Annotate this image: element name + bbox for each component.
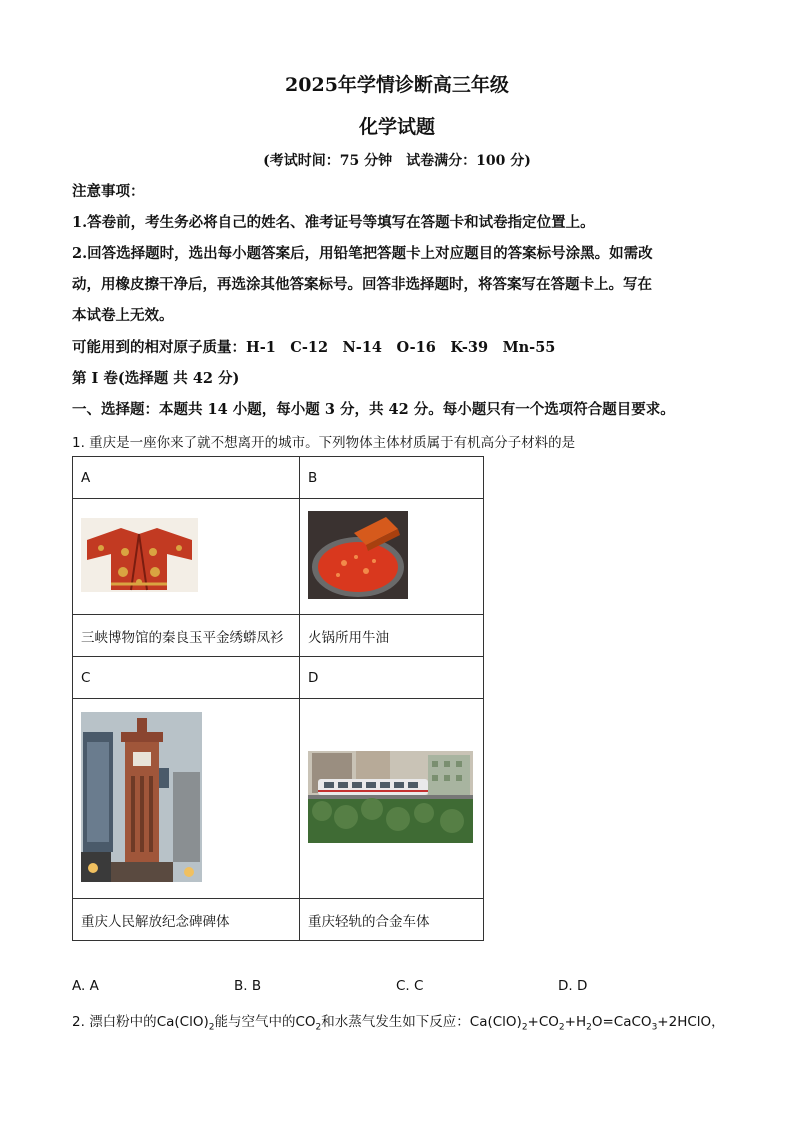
subject-title: 化学试题 [358, 116, 435, 138]
choice-a: A. A [72, 978, 99, 994]
option-a-image-cell [73, 499, 300, 615]
q2-eq-part-a: Ca(ClO) [469, 1014, 522, 1030]
option-a-letter: A [73, 457, 300, 499]
q2-subscript: 2 [558, 1022, 565, 1033]
note-item-2-line-1: 2.回答选择题时，选出每小题答案后，用铅笔把答题卡上对应题目的答案标号涂黑。如需改 [72, 245, 653, 262]
option-b-caption: 火锅所用牛油 [300, 615, 484, 657]
q2-text-1: 漂白粉中的 [89, 1014, 157, 1030]
option-b-letter: B [300, 457, 484, 499]
q2-text-3: 和水蒸气发生如下反应： [321, 1014, 470, 1030]
option-d-caption: 重庆轻轨的合金车体 [300, 899, 484, 941]
option-d-image-cell [300, 699, 484, 899]
q2-eq-part-c: +H [564, 1014, 587, 1030]
exam-info: (考试时间：75 分钟 试卷满分：100 分) [263, 153, 531, 169]
question-2-stem [72, 1010, 725, 1033]
option-d-letter: D [300, 657, 484, 699]
part-label: 第 I 卷(选择题 共 42 分) [72, 370, 240, 387]
q2-formula-caclo2: Ca(ClO) [156, 1014, 209, 1030]
light-rail-image [308, 751, 473, 843]
option-b-image-cell [300, 499, 484, 615]
notes-heading: 注意事项： [72, 183, 145, 200]
q2-formula-co2: CO [295, 1014, 316, 1030]
q2-subscript: 2 [315, 1022, 322, 1033]
option-c-letter: C [73, 657, 300, 699]
liberation-monument-image [81, 712, 202, 882]
embroidered-robe-image [81, 518, 198, 592]
note-item-1: 1.答卷前，考生务必将自己的姓名、准考证号等填写在答题卡和试卷指定位置上。 [72, 214, 595, 231]
option-c-image-cell [73, 699, 300, 899]
q2-eq-part-d: O=CaCO [591, 1014, 652, 1030]
note-item-2-line-3: 本试卷上无效。 [72, 307, 174, 324]
note-item-2-line-2: 动，用橡皮擦干净后，再选涂其他答案标号。回答非选择题时，将答案写在答题卡上。写在 [72, 276, 652, 293]
hotpot-image [308, 511, 408, 599]
q2-number: 2. [72, 1014, 85, 1030]
q2-eq-part-b: +CO [527, 1014, 559, 1030]
q2-subscript: 2 [521, 1022, 528, 1033]
exam-title: 2025年学情诊断高三年级 [285, 74, 509, 96]
option-a-caption: 三峡博物馆的秦良玉平金绣蟒凤衫 [73, 615, 300, 657]
q2-subscript: 3 [651, 1022, 658, 1033]
atomic-masses: 可能用到的相对原子质量：H-1 C-12 N-14 O-16 K-39 Mn-55 [72, 339, 556, 356]
section-instructions: 一、选择题：本题共 14 小题，每小题 3 分，共 42 分。每小题只有一个选项符合题目要求。 [72, 401, 675, 418]
question-1-stem: 1. 重庆是一座你来了就不想离开的城市。下列物体主体材质属于有机高分子材料的是 [72, 435, 576, 451]
q2-subscript: 2 [208, 1022, 215, 1033]
option-c-caption: 重庆人民解放纪念碑碑体 [73, 899, 300, 941]
q2-subscript: 2 [586, 1022, 592, 1033]
choice-b: B. B [234, 978, 262, 994]
question-1-options-table [72, 456, 484, 941]
choice-c: C. C [396, 978, 424, 994]
q2-eq-part-e: +2HClO， [657, 1014, 725, 1030]
q2-text-2: 能与空气中的 [214, 1014, 296, 1030]
choice-d: D. D [558, 978, 588, 994]
